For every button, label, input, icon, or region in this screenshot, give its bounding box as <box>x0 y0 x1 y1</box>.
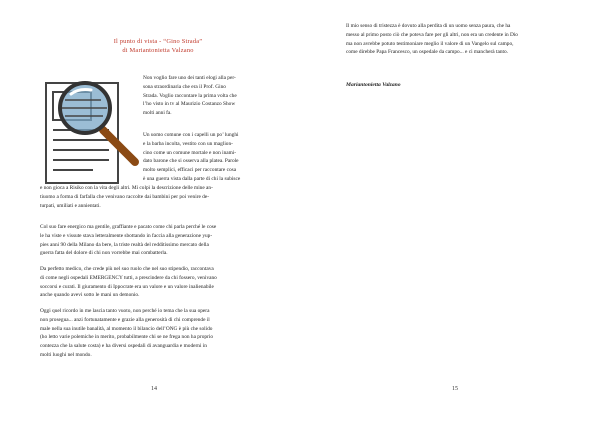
text-line: Non voglio fare uno dei tanti elogi alla per- <box>143 75 236 81</box>
article-title <box>40 37 276 55</box>
text-line: non prosegua... anzi fortunatamente e grazie alla generosità di chi comprende il <box>40 316 210 323</box>
page-number: 15 <box>452 386 458 392</box>
page-number: 14 <box>151 386 157 392</box>
text-line: molto semplici, efficaci per raccontare cosa <box>143 167 237 174</box>
text-line: come direbbe Papa Francesco, un ospedale da campo... e ci mancherà tanto. <box>346 49 509 56</box>
text-line: messo al primo posto ciò che poteva fare per gli altri, non era un credente in Dio <box>346 31 518 38</box>
text-line: soccorsi e curati. Il giuramento di Ippocrate era un valore e un valore inalienabile <box>40 283 214 290</box>
text-line: male nella sua inutile banalità, al momento il bilancio dell’ONG è più che solido <box>40 325 213 332</box>
text-line: le ha viste e vissute stava letteralmente sbottando in faccia alla generazione yup- <box>40 232 213 239</box>
text-line: pies anni 90 della Milano da bere, la triste realtà del redditissimo mercato della <box>40 241 209 248</box>
paragraph-2-full <box>40 184 268 210</box>
text-line: e la barba incolta, vestito con un maglion- <box>143 140 233 147</box>
text-line: contezza che la salute costa) e ha diversi ospedali di avanguardia e moderni in <box>40 343 207 350</box>
text-line: sona straordinaria che era il Prof. Gino <box>143 83 226 90</box>
right-page <box>300 0 600 424</box>
author-signature: Mariantonietta Valzano <box>346 82 401 88</box>
paragraph-2-wrap <box>143 131 267 184</box>
text-line: molti luoghi nel mondo. <box>40 351 92 358</box>
text-line: anche quando avevi sotto le mani un demonio. <box>40 292 140 299</box>
title-line-1: Il punto di vista - “Gino Strada” <box>113 38 203 45</box>
paragraph-3 <box>40 223 268 258</box>
text-line: turpati, umiliati e annientati. <box>40 202 101 209</box>
text-line: cino come un comune mortale e non inami- <box>143 149 237 156</box>
text-line: dato barone che si osserva alla platea. Parole <box>143 158 239 165</box>
text-line: è una guerra vista dalla parte di chi la subisce <box>143 175 241 182</box>
text-line: Oggi quel ricordo in me lascia tanto vuoto, non perché io tema che la sua opera <box>40 308 210 314</box>
paragraph-intro <box>143 74 267 118</box>
paragraph-5 <box>40 307 268 360</box>
text-line: Da perfetto medico, che crede più nel suo ruolo che nel suo stipendio, raccontava <box>40 266 214 272</box>
text-line: di come negli ospedali EMERGENCY tutti, a prescindere da chi fossero, venivano <box>40 274 217 281</box>
text-line: Un uomo comune con i capelli un po’ lunghi <box>143 132 239 138</box>
text-line: Strada. Voglio raccontare la prima volta che <box>143 92 237 99</box>
text-line: molti anni fa. <box>143 110 172 117</box>
paragraph-right-1 <box>346 22 568 57</box>
title-line-2: di Mariantonietta Valzano <box>122 47 194 54</box>
text-line: ma non avrebbe potuto testimoniare meglio il valore di un Vangelo sul campo, <box>346 40 514 47</box>
text-line: l’ho visto in tv al Maurizio Costanzo Show <box>143 101 236 108</box>
text-line: tiuomo a forma di farfalla che venivano raccolte dai bambini per poi venire de- <box>40 193 209 200</box>
text-line: guerra fatta del dolore di chi non vorrebbe mai combatterla. <box>40 250 168 257</box>
document-magnifier-icon <box>45 80 140 185</box>
paragraph-4 <box>40 265 268 300</box>
text-line: e non gioca a Risiko con la vita degli altri. Mi colpì la descrizione delle mine an- <box>40 185 213 191</box>
text-line: Il mio senso di tristezza è dovuto alla perdita di un uomo senza paura, che ha <box>346 23 511 29</box>
text-line: Col suo fare energico ma gentile, graffiante e pacato come chi parla perché le cose <box>40 224 217 230</box>
text-line: (ho letto varie polemiche in merito, probabilmente chi se ne frega non ha proprio <box>40 334 214 341</box>
